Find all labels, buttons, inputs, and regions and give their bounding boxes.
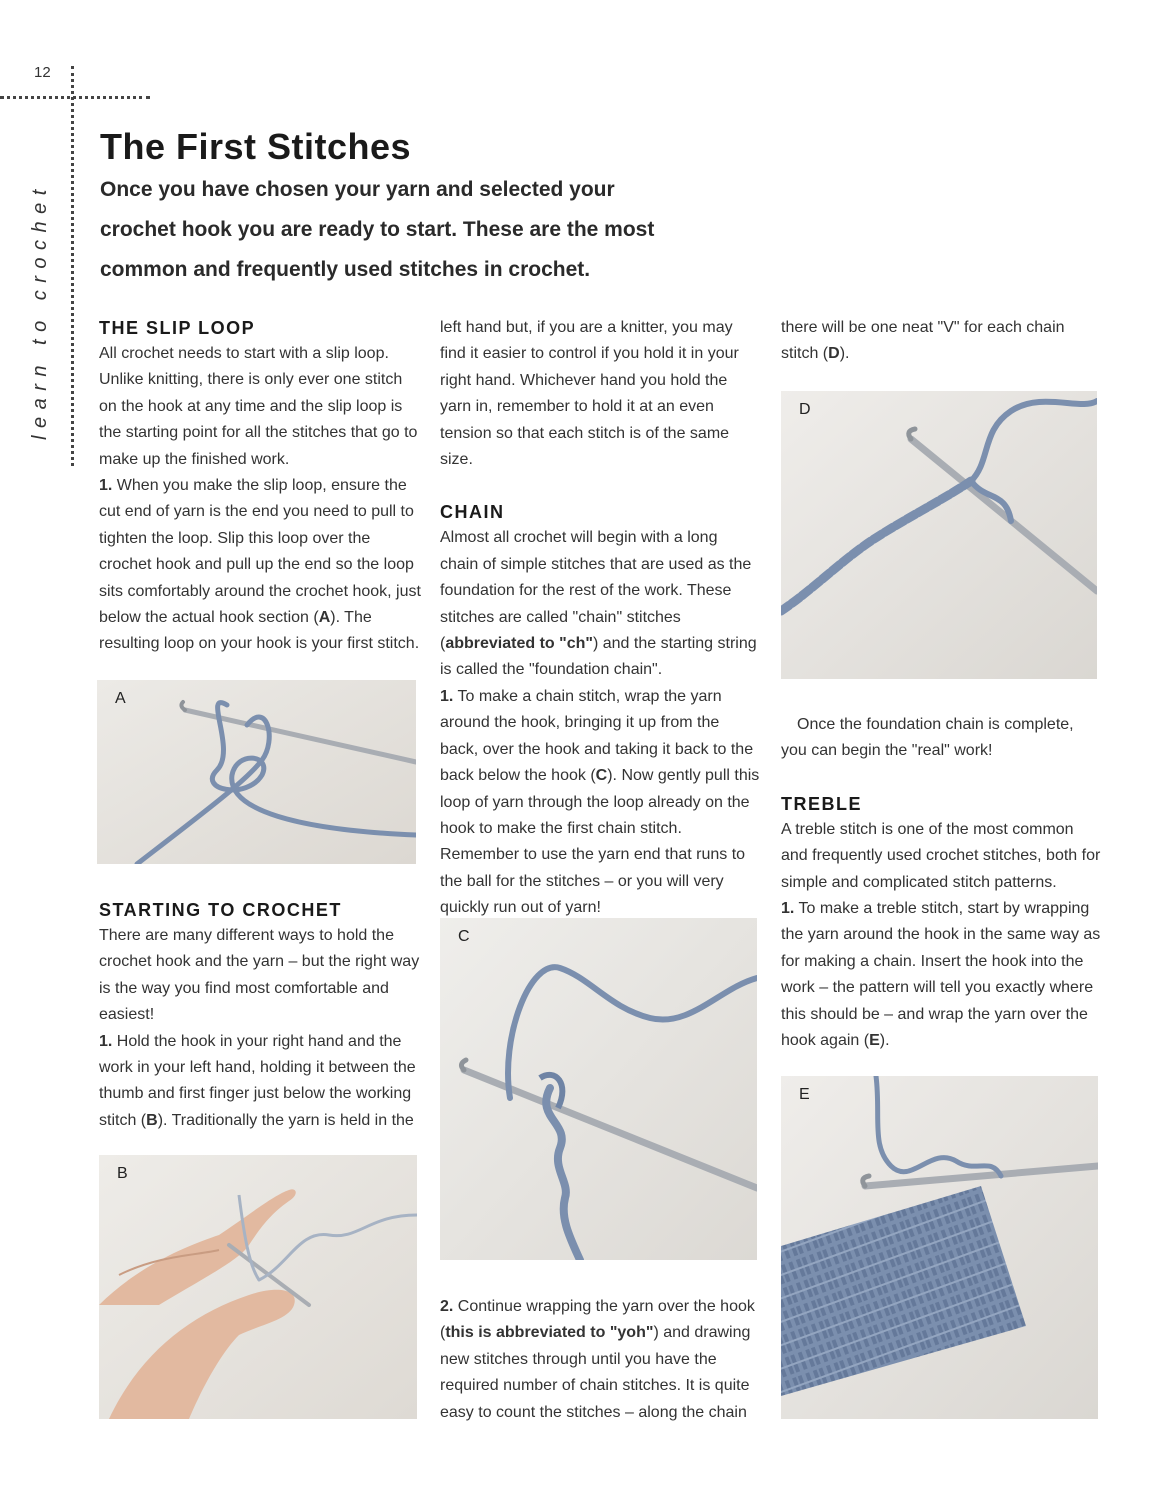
step-number: 1. xyxy=(440,687,454,705)
column-1-lower xyxy=(99,897,421,1134)
step-number: 1. xyxy=(781,900,795,918)
photo-label: B xyxy=(117,1165,128,1182)
chain-text: there will be one neat "V" for each chain stitch ( xyxy=(781,319,1065,363)
photo-label: A xyxy=(115,690,126,707)
photo-ref: C xyxy=(595,767,608,785)
chain-text: ) and the starting string is called the "foundation chain". xyxy=(440,635,757,679)
column-2-lower xyxy=(440,1294,760,1426)
page-number: 12 xyxy=(34,64,51,81)
column-1 xyxy=(99,315,421,658)
step-text: ). The resulting loop on your hook is your first stitch. xyxy=(99,609,420,653)
photo-e-treble-stitch xyxy=(781,1076,1098,1419)
step-text: Continue wrapping the yarn over the hook ( xyxy=(440,1298,755,1342)
slip-loop-paragraph: All crochet needs to start with a slip loop. Unlike knitting, there is only ever one stitch on the hook at any time and the slip loop is the starting point for all the stitches that go to make up the finished work. xyxy=(99,345,418,468)
photo-a-slip-loop xyxy=(97,680,416,864)
page-title: The First Stitches xyxy=(100,126,412,167)
chain-text: ). xyxy=(839,345,850,363)
heading-chain: CHAIN xyxy=(440,502,505,523)
side-section-label: learn to crochet xyxy=(29,182,51,440)
step-text: Hold the hook in your right hand and the work in your left hand, holding it between the thumb and first finger just below the working stitch ( xyxy=(99,1032,416,1129)
step-text: ). xyxy=(879,1032,890,1050)
starting-step-1 xyxy=(99,1029,421,1135)
step-number: 1. xyxy=(99,477,113,495)
holding-continued-paragraph: left hand but, if you are a knitter, you may find it easier to control if you hold it in your right hand. Whichever hand you hold the yarn in, remember to hold it at an even tension so that each stitch is of the same size. xyxy=(440,319,739,469)
treble-paragraph: A treble stitch is one of the most common and frequently used crochet stitches, both for simple and complicated stitch patterns. xyxy=(781,820,1101,891)
intro-paragraph: Once you have chosen your yarn and selected your crochet hook you are ready to start. These are the most common and frequently used stitches in crochet. xyxy=(100,178,655,281)
chain-text: Almost all crochet will begin with a long chain of simple stitches that are used as the foundation for the rest of the work. These stitches are called "chain" stitches ( xyxy=(440,529,752,653)
photo-label: D xyxy=(799,401,811,418)
treble-step-1 xyxy=(781,896,1101,1054)
yoh-abbreviation: this is abbreviated to "yoh" xyxy=(445,1324,654,1342)
photo-d-foundation-chain xyxy=(781,391,1097,679)
photo-c-chain-stitch xyxy=(440,918,757,1260)
foundation-complete-paragraph: Once the foundation chain is complete, you can begin the "real" work! xyxy=(781,716,1074,760)
heading-treble: TREBLE xyxy=(781,793,862,814)
photo-ref: B xyxy=(146,1111,158,1129)
dotted-rule-horizontal xyxy=(0,96,150,99)
photo-ref: D xyxy=(828,345,840,363)
step-number: 1. xyxy=(99,1032,113,1050)
column-3 xyxy=(781,315,1101,368)
slip-loop-step-1 xyxy=(99,473,421,658)
step-text: ). Now gently pull this loop of yarn through the loop already on the hook to make the first chain stitch. Remember to use the yarn end that runs to the ball for the stitches – or you will very quickly run out of yarn! xyxy=(440,767,760,917)
dotted-rule-vertical xyxy=(71,66,74,466)
chain-abbreviation: abbreviated to "ch" xyxy=(445,635,593,653)
column-3-lower xyxy=(781,712,1101,1054)
heading-slip-loop: THE SLIP LOOP xyxy=(99,318,256,338)
step-text: To make a treble stitch, start by wrapping the yarn around the hook in the same way as for making a chain. Insert the hook into the work – the pattern will tell you exactly where this should be – and wrap the yarn over the hook again ( xyxy=(781,900,1101,1050)
photo-ref: E xyxy=(869,1032,880,1050)
chain-step-2 xyxy=(440,1294,760,1426)
column-2 xyxy=(440,315,760,922)
step-number: 2. xyxy=(440,1298,454,1315)
step-text: ) and drawing new stitches through until you have the required number of chain stitches. It is quite easy to count the stitches – along the chain xyxy=(440,1324,751,1421)
photo-ref: A xyxy=(318,609,331,627)
chain-continued-paragraph xyxy=(781,315,1101,368)
step-text: To make a chain stitch, wrap the yarn around the hook, bringing it up from the back, over the hook and taking it back to the back below the hook ( xyxy=(440,687,754,785)
chain-step-1 xyxy=(440,684,760,922)
chain-paragraph xyxy=(440,525,760,683)
starting-paragraph: There are many different ways to hold the crochet hook and the yarn – but the right way is the way you find most comfortable and easiest! xyxy=(99,927,420,1024)
photo-label: C xyxy=(458,928,470,945)
step-text: ). Traditionally the yarn is held in the xyxy=(157,1111,414,1129)
photo-b-holding-hook xyxy=(99,1155,417,1419)
heading-starting-to-crochet: STARTING TO CROCHET xyxy=(99,900,342,920)
photo-label: E xyxy=(799,1086,810,1103)
step-text: When you make the slip loop, ensure the cut end of yarn is the end you need to pull to tighten the loop. Slip this loop over the crochet hook and pull up the end so the loop sits comfortably around the crochet hook, just below the actual hook section ( xyxy=(99,477,421,627)
